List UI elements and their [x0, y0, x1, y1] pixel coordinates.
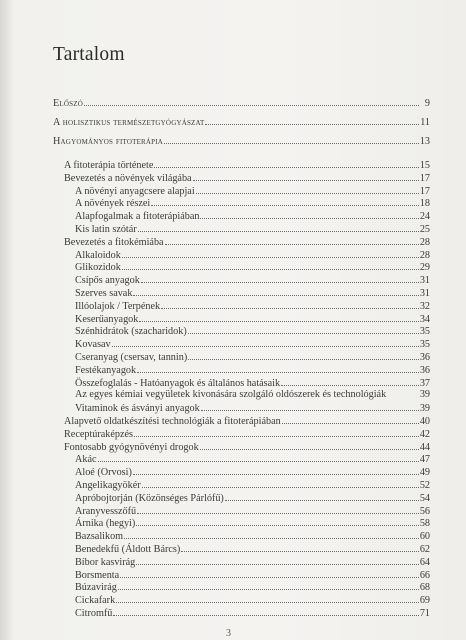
- toc-entry: [75, 465, 430, 478]
- toc-entry-page: 69: [419, 595, 430, 607]
- toc-entry: [75, 376, 430, 389]
- toc-entry-label: Akác: [75, 454, 97, 466]
- dot-leader: [181, 542, 419, 552]
- dot-leader: [281, 376, 419, 386]
- toc-entry-page: 25: [419, 224, 430, 235]
- toc-entry-page: 13: [419, 136, 430, 147]
- toc-entry: [64, 440, 430, 453]
- toc-entry: [75, 401, 430, 414]
- toc-entry-label: Fontosabb gyógynövényi drogok: [64, 441, 199, 453]
- toc-entry-page: 37: [419, 377, 430, 389]
- dot-leader: [84, 96, 419, 106]
- toc-entry-label: Aloé (Orvosi): [75, 467, 132, 479]
- toc-entry-label: Aranyvesszőfű: [75, 505, 137, 517]
- toc-entry: [75, 209, 430, 222]
- toc-entry-label: Cickafark: [75, 595, 116, 607]
- toc-entry-label: Festékanyagok: [75, 364, 137, 376]
- toc-entry-page: 71: [419, 608, 430, 619]
- toc-entry: [75, 363, 430, 376]
- toc-entry-label: Vitaminok és ásványi anyagok: [75, 403, 200, 415]
- toc-entry-label: A növények részei: [75, 198, 151, 210]
- toc-entry-label: Keserűanyagok: [75, 313, 139, 325]
- toc-entry-label: Cseranyag (csersav, tannin): [75, 352, 188, 363]
- toc-entry-page: 66: [419, 569, 430, 581]
- page-number: 3: [226, 628, 231, 639]
- dot-leader: [200, 209, 418, 219]
- toc-entry-label: Hagyományos fitoterápia: [53, 136, 164, 147]
- toc-entry-page: 56: [419, 505, 430, 517]
- dot-leader: [196, 184, 419, 194]
- toc-entry-label: Búzavirág: [75, 582, 117, 594]
- toc-entry-page: 31: [419, 288, 430, 299]
- toc-entry-page: 9: [424, 98, 430, 109]
- toc-entry-page: 28: [419, 249, 430, 261]
- toc-entry: [75, 388, 430, 401]
- toc-entry: [75, 350, 430, 363]
- toc-entry-page: 35: [419, 339, 430, 351]
- toc-entry-label: Kovasav: [75, 339, 111, 351]
- dot-leader: [141, 273, 419, 283]
- toc-entry-label: A fitoterápia története: [64, 160, 154, 171]
- dot-leader: [154, 158, 418, 168]
- toc-entry: [64, 427, 430, 440]
- toc-entry-page: 36: [419, 364, 430, 376]
- toc-entry: [75, 324, 430, 337]
- dot-leader: [205, 115, 419, 125]
- dot-leader: [151, 196, 419, 206]
- toc-entry-page: 42: [419, 428, 430, 440]
- toc-entry: [53, 96, 430, 109]
- toc-entry-page: 44: [419, 441, 430, 453]
- dot-leader: [134, 427, 419, 437]
- dot-leader: [139, 312, 418, 322]
- toc-entry-label: Szénhidrátok (szacharidok): [75, 326, 187, 338]
- toc-entry-label: Szerves savak: [75, 288, 133, 299]
- dot-leader: [142, 478, 419, 488]
- toc-entry: [75, 312, 430, 325]
- toc-entry-label: Citromfű: [75, 608, 113, 619]
- dot-leader: [137, 504, 419, 514]
- toc-entry: [75, 222, 430, 235]
- toc-entry-label: Illóolajok / Terpének: [75, 300, 161, 312]
- toc-entry: [75, 260, 430, 273]
- toc-entry-page: 35: [419, 326, 430, 338]
- dot-leader: [282, 414, 419, 424]
- toc-entry-page: 58: [419, 518, 430, 530]
- dot-leader: [116, 593, 419, 603]
- toc-entry-page: 47: [419, 454, 430, 466]
- toc-entry: [75, 593, 430, 606]
- toc-entry-label: Receptúraképzés: [64, 428, 134, 440]
- dot-leader: [138, 222, 419, 232]
- page-title: Tartalom: [53, 44, 125, 65]
- toc-entry-page: 62: [419, 544, 430, 555]
- dot-leader: [98, 452, 419, 462]
- dot-leader: [136, 555, 419, 565]
- toc-entry-page: 17: [419, 172, 430, 184]
- dot-leader: [113, 606, 418, 616]
- toc-entry-label: A holisztikus természetgyógyászat: [53, 117, 205, 128]
- toc-entry-label: Borsmenta: [75, 569, 120, 581]
- toc-entry-page: 54: [419, 492, 430, 504]
- toc-entry: [53, 134, 430, 147]
- toc-entry-page: 36: [419, 352, 430, 363]
- dot-leader: [193, 171, 419, 181]
- toc-entry-page: 28: [419, 236, 430, 248]
- toc-entry-label: Csípős anyagok: [75, 275, 140, 287]
- toc-entry: [75, 452, 430, 465]
- toc-entry-label: Bíbor kasvirág: [75, 556, 136, 568]
- dot-leader: [137, 363, 419, 373]
- dot-leader: [112, 337, 419, 347]
- dot-leader: [188, 350, 419, 360]
- toc-entry: [75, 606, 430, 619]
- toc-entry-label: Bevezetés a növények világába: [64, 172, 192, 184]
- toc-entry: [75, 248, 430, 261]
- toc-entry: [75, 542, 430, 555]
- toc-entry-label: Apróbojtorján (Közönséges Párlófű): [75, 492, 224, 504]
- toc-entry-page: 52: [419, 480, 430, 491]
- toc-entry-label: Kis latin szótár: [75, 224, 137, 235]
- toc-entry-label: Bevezetés a fitokémiába: [64, 236, 164, 248]
- toc-entry-label: Az egyes kémiai vegyületek kivonására szolgáló oldószerek és technológiák: [75, 389, 387, 401]
- toc-entry-label: Bazsalikom: [75, 531, 124, 543]
- toc-entry: [75, 529, 430, 542]
- toc-entry: [75, 184, 430, 197]
- dot-leader: [387, 388, 419, 397]
- toc-entry: [64, 235, 430, 248]
- dot-leader: [133, 286, 418, 296]
- dot-leader: [122, 260, 419, 270]
- toc-entry-label: Alapvető oldatkészítési technológiák a fitoterápiában: [64, 416, 281, 427]
- toc-entry-page: 31: [419, 275, 430, 287]
- toc-entry-page: 39: [419, 389, 430, 401]
- toc-entry-label: Alapfogalmak a fitoterápiában: [75, 211, 200, 223]
- toc-entry-label: Glikozidok: [75, 262, 121, 274]
- toc-entry-page: 49: [419, 467, 430, 479]
- toc-entry: [75, 568, 430, 581]
- toc-entry-label: Alkaloidok: [75, 249, 121, 261]
- toc-entry-page: 17: [419, 185, 430, 197]
- toc-entry-page: 68: [419, 582, 430, 594]
- toc-entry-label: Árnika (hegyi): [75, 518, 136, 530]
- toc-entry: [75, 286, 430, 299]
- toc-entry-label: Benedekfű (Áldott Bárcs): [75, 544, 181, 555]
- dot-leader: [201, 401, 419, 411]
- toc-entry-page: 18: [419, 198, 430, 210]
- toc-entry: [75, 337, 430, 350]
- toc-entry: [75, 273, 430, 286]
- toc-entry-label: A növényi anyagcsere alapjai: [75, 185, 195, 197]
- dot-leader: [136, 516, 419, 526]
- toc-entry: [75, 516, 430, 529]
- toc-entry-page: 39: [419, 403, 430, 415]
- toc-entry: [64, 171, 430, 184]
- toc-entry: [75, 491, 430, 504]
- toc-entry: [75, 196, 430, 209]
- dot-leader: [124, 529, 419, 539]
- toc-entry-page: 32: [419, 300, 430, 312]
- toc-entry: [75, 580, 430, 593]
- dot-leader: [165, 235, 419, 245]
- toc-entry: [64, 158, 430, 171]
- dot-leader: [118, 580, 419, 590]
- toc-entry-page: 40: [419, 416, 430, 427]
- toc-entry: [75, 555, 430, 568]
- dot-leader: [188, 324, 419, 334]
- toc-entry-page: 15: [419, 160, 430, 171]
- dot-leader: [122, 248, 419, 258]
- toc-entry: [64, 414, 430, 427]
- dot-leader: [225, 491, 419, 501]
- toc-entry-page: 34: [419, 313, 430, 325]
- toc-entry-page: 11: [420, 117, 430, 128]
- toc-entry: [53, 115, 430, 128]
- toc-entry-label: Előszó: [53, 98, 83, 109]
- toc-entry: [75, 478, 430, 491]
- toc-entry: [75, 299, 430, 312]
- toc-entry-page: 24: [419, 211, 430, 223]
- toc-entry-page: 64: [419, 556, 430, 568]
- dot-leader: [161, 299, 419, 309]
- dot-leader: [120, 568, 419, 578]
- dot-leader: [164, 134, 419, 144]
- dot-leader: [133, 465, 419, 475]
- dot-leader: [200, 440, 419, 450]
- toc-entry-page: 29: [419, 262, 430, 274]
- toc-entry: [75, 504, 430, 517]
- toc-entry-page: 60: [419, 531, 430, 543]
- toc-entry-label: Összefoglalás - Hatóanyagok és általános hatásaik: [75, 377, 281, 389]
- toc-entry-label: Angelikagyökér: [75, 480, 141, 491]
